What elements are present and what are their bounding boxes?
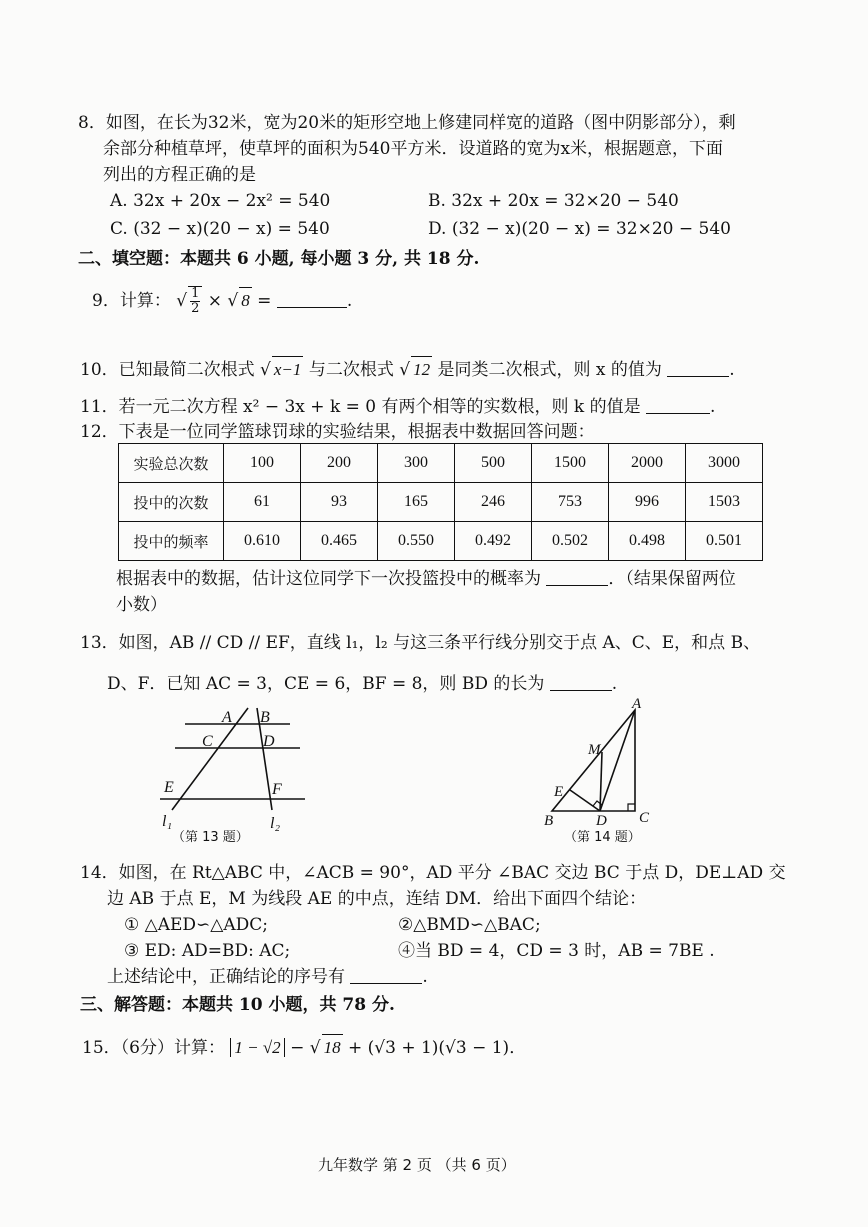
q10: 10．已知最简二次根式 √ x−1 与二次根式 √ 12 是同类二次根式，则 x 的值为 . (80, 356, 735, 383)
q8-line1: 8．如图，在长为32米，宽为20米的矩形空地上修建同样宽的道路（图中阴影部分），剩 (78, 113, 736, 133)
q8-line3: 列出的方程正确的是 (103, 165, 256, 185)
q14-ask-text: 上述结论中，正确结论的序号有 (107, 967, 345, 987)
q9-eq: = (257, 291, 272, 311)
fig13-label-l1: l₁ (162, 813, 173, 830)
table-row (119, 522, 763, 561)
fig13-label-c: C (202, 733, 213, 750)
table-cell: 0.465 (301, 522, 378, 561)
table-cell: 996 (609, 483, 686, 522)
table-cell: 1503 (686, 483, 763, 522)
q14-end: . (422, 967, 428, 987)
q14-line2: 边 AB 于点 E，M 为线段 AE 的中点，连结 DM．给出下面四个结论： (107, 889, 647, 909)
table-cell: 0.492 (455, 522, 532, 561)
section-2-heading: 二、填空题：本题共 6 小题, 每小题 3 分, 共 18 分. (78, 249, 480, 269)
triangle-abc (552, 710, 635, 811)
table-cell: 165 (378, 483, 455, 522)
q10-rad2: 12 (411, 356, 432, 383)
q12-after-1-text: 根据表中的数据，估计这位同学下一次投篮投中的概率为 (116, 569, 541, 589)
fig13-caption: （第 13 题） (172, 830, 249, 845)
q9-radicand: 8 (239, 287, 252, 314)
q11-text: 11．若一元二次方程 x² − 3x + k = 0 有两个相等的实数根，则 k 的值是 (80, 397, 641, 417)
q15-minus: − (284, 1038, 310, 1058)
figure-13 (150, 700, 320, 845)
q8-option-c: C. (32 − x)(20 − x) = 540 (110, 219, 330, 239)
q8-option-b: B. 32x + 20x = 32×20 − 540 (428, 191, 679, 211)
q10-answer-blank[interactable] (667, 358, 729, 377)
q11 (80, 394, 715, 420)
fig14-label-d: D (596, 813, 607, 829)
q14-conclusion-1: ① △AED∽△ADC; (124, 915, 268, 935)
table-row-label: 实验总次数 (119, 444, 224, 483)
q14-answer-blank[interactable] (350, 965, 422, 984)
q9-frac-num: 1 (191, 286, 200, 301)
fig14-caption: （第 14 题） (564, 830, 641, 845)
fig14-label-e: E (554, 784, 564, 800)
right-angle-c (628, 804, 635, 811)
q12-after-1 (116, 566, 736, 592)
fig13-label-e: E (164, 779, 174, 796)
table-cell: 2000 (609, 444, 686, 483)
q14-conclusion-2: ②△BMD∽△BAC; (398, 915, 541, 935)
q9: 9．计算： √ $\frac{1}{2}$ × √ 8 = . (92, 286, 353, 316)
table-cell: 61 (224, 483, 301, 522)
q13-line1: 13．如图，AB // CD // EF，直线 l₁，l₂ 与这三条平行线分别交于点 A、C、E，和点 B、 (80, 633, 761, 653)
q12-intro: 12．下表是一位同学篮球罚球的实验结果，根据表中数据回答问题： (80, 422, 595, 442)
table-cell: 0.501 (686, 522, 763, 561)
q10-rad1: x−1 (272, 356, 304, 383)
table-cell: 0.498 (609, 522, 686, 561)
fig14-label-b: B (544, 813, 554, 829)
q15: 15．（6分）计算： 1 − √2 − √ 18 + (√3 + 1)(√3 − 1)． (82, 1034, 526, 1061)
q9-answer-blank[interactable] (277, 289, 347, 308)
table-cell: 753 (532, 483, 609, 522)
q15-radicand: 18 (322, 1034, 343, 1061)
table-cell: 0.502 (532, 522, 609, 561)
q13-answer-blank[interactable] (550, 672, 612, 691)
section-3-heading: 三、解答题：本题共 10 小题，共 78 分. (80, 995, 395, 1015)
q12-results-table (118, 443, 763, 561)
q10-text3: 是同类二次根式，则 x 的值为 (437, 360, 662, 380)
q11-answer-blank[interactable] (646, 395, 710, 414)
q12-after-2: 小数） (116, 595, 167, 615)
q9-times: × (207, 291, 223, 311)
table-cell: 500 (455, 444, 532, 483)
fig14-label-c: C (639, 810, 650, 826)
table-cell: 93 (301, 483, 378, 522)
q9-end: . (346, 291, 353, 311)
fig13-label-d: D (263, 733, 275, 750)
q10-text2: 与二次根式 (308, 360, 394, 380)
table-row-label: 投中的次数 (119, 483, 224, 522)
q11-end: . (710, 397, 716, 417)
q14-conclusion-3: ③ ED: AD=BD: AC; (124, 941, 291, 961)
fig13-label-b: B (260, 709, 270, 726)
q14-line1: 14．如图，在 Rt△ABC 中，∠ACB = 90°，AD 平分 ∠BAC 交边 BC 于点 D，DE⊥AD 交 (80, 863, 786, 883)
table-cell: 100 (224, 444, 301, 483)
fig13-label-a: A (222, 709, 232, 726)
segment-de (570, 790, 600, 811)
q9-prefix: 9．计算： (92, 291, 171, 311)
fig14-label-a: A (632, 698, 642, 712)
q13-line2 (107, 671, 617, 697)
q15-abs-value: 1 − √2 (230, 1038, 284, 1057)
fig14-label-m: M (588, 742, 601, 758)
q12-answer-blank[interactable] (546, 567, 608, 586)
q15-prefix: 15．（6分）计算： (82, 1038, 225, 1058)
q15-rest: + (√3 + 1)(√3 − 1)． (342, 1038, 527, 1058)
table-cell: 1500 (532, 444, 609, 483)
figure-14 (540, 698, 665, 848)
q8-option-d: D. (32 − x)(20 − x) = 32×20 − 540 (428, 219, 731, 239)
q8-line2: 余部分种植草坪，使草坪的面积为540平方米．设道路的宽为x米，根据题意，下面 (103, 139, 724, 159)
fig13-label-f: F (272, 781, 282, 798)
table-cell: 3000 (686, 444, 763, 483)
q13-line2-text: D、F．已知 AC = 3，CE = 6，BF = 8，则 BD 的长为 (107, 674, 545, 694)
table-row-label: 投中的频率 (119, 522, 224, 561)
segment-ad (600, 710, 635, 811)
q14-conclusion-4: ④当 BD = 4，CD = 3 时，AB = 7BE . (398, 941, 715, 961)
table-row (119, 444, 763, 483)
table-cell: 0.550 (378, 522, 455, 561)
q10-end: . (729, 360, 735, 380)
table-cell: 200 (301, 444, 378, 483)
q14-ask (107, 964, 428, 990)
table-cell: 0.610 (224, 522, 301, 561)
q13-end: . (611, 674, 618, 694)
q9-frac-den: 2 (191, 301, 200, 316)
table-row (119, 483, 763, 522)
segment-dm (600, 752, 602, 811)
q8-option-a: A. 32x + 20x − 2x² = 540 (110, 191, 331, 211)
q12-after-1b: ．（结果保留两位 (608, 569, 736, 589)
fig13-label-l2: l₂ (270, 815, 281, 832)
table-cell: 246 (455, 483, 532, 522)
page-footer: 九年数学 第 2 页 （共 6 页） (318, 1156, 516, 1174)
q10-text1: 10．已知最简二次根式 (80, 360, 255, 380)
table-cell: 300 (378, 444, 455, 483)
